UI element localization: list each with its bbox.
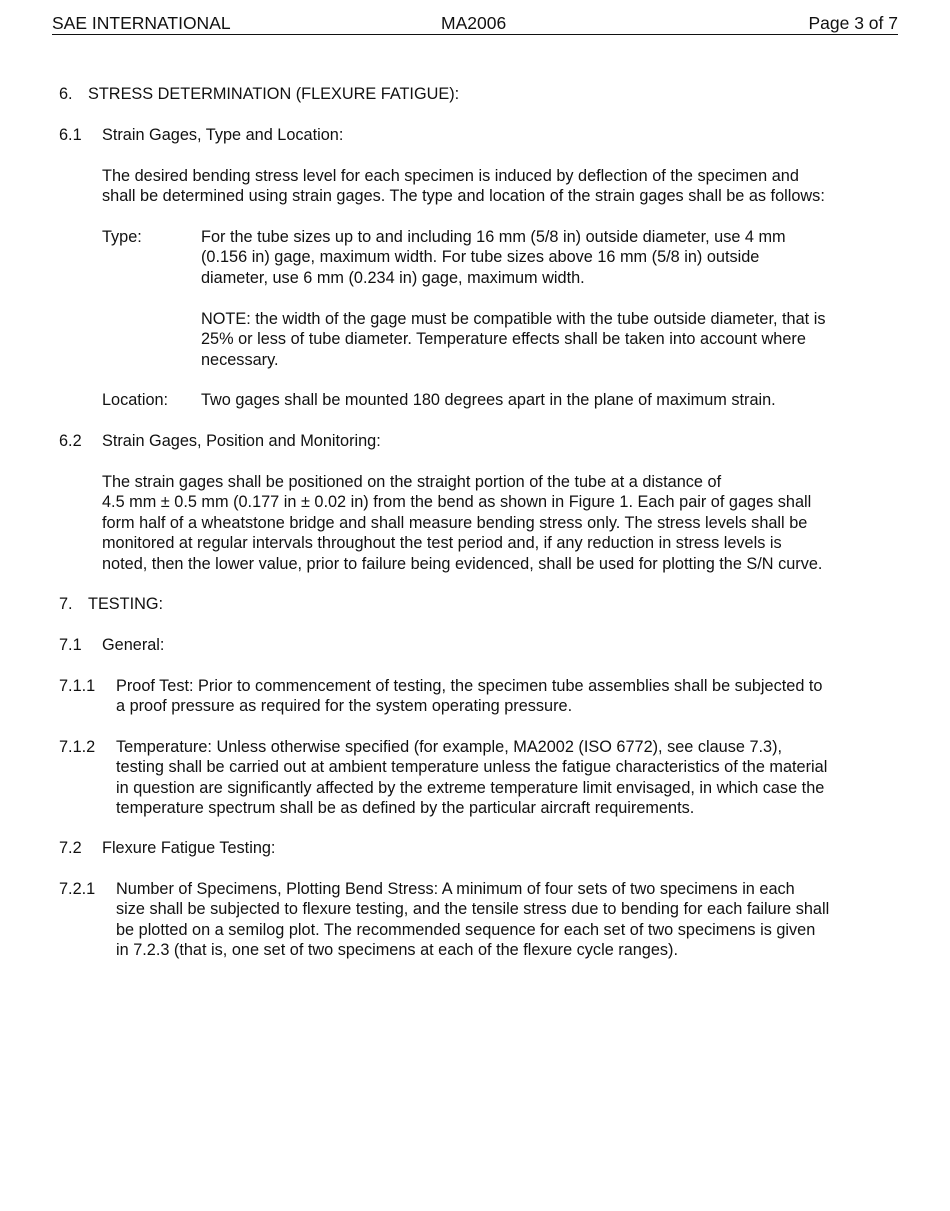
text-line: The strain gages shall be positioned on the straight portion of the tube at a distance of: [102, 473, 722, 491]
section-title: STRESS DETERMINATION (FLEXURE FATIGUE):: [88, 85, 460, 103]
header-organization: SAE INTERNATIONAL: [52, 13, 231, 33]
section-number: 7.2: [59, 839, 82, 857]
text-line: 25% or less of tube diameter. Temperature effects shall be taken into account where: [201, 330, 806, 349]
text-line: form half of a wheatstone bridge and shall measure bending stress only. The stress levels shall be: [102, 513, 808, 532]
text-line: Two gages shall be mounted 180 degrees apart in the plane of maximum strain.: [201, 391, 776, 409]
header-page-indicator: Page 3 of 7: [808, 13, 898, 33]
type-description: [201, 227, 869, 288]
section-6-1-body: [102, 166, 872, 207]
text-line: testing shall be carried out at ambient temperature unless the fatigue characteristics of the material: [116, 758, 828, 777]
text-line: Temperature: Unless otherwise specified (for example, MA2002 (ISO 6772), see clause 7.3),: [116, 738, 783, 756]
section-7-2-1-body: [116, 879, 886, 961]
page-header: [52, 13, 898, 35]
text-line: shall be determined using strain gages. The type and location of the strain gages shall be as follows:: [102, 187, 825, 206]
text-line: Number of Specimens, Plotting Bend Stress: A minimum of four sets of two specimens in each: [116, 880, 795, 898]
section-7-1-1-number: 7.1.1: [59, 677, 96, 695]
header-document-number: MA2006: [441, 13, 507, 33]
text-line: NOTE: the width of the gage must be compatible with the tube outside diameter, that is: [201, 310, 826, 328]
text-line: monitored at regular intervals throughout the test period and, if any reduction in stress levels is: [102, 534, 782, 553]
text-line: temperature spectrum shall be as defined by the particular aircraft requirements.: [116, 799, 695, 818]
section-7-1-1-body: [116, 676, 886, 717]
text-line: The desired bending stress level for each specimen is induced by deflection of the specimen and: [102, 167, 799, 185]
section-title: Strain Gages, Position and Monitoring:: [102, 432, 381, 450]
section-title: General:: [102, 636, 165, 654]
section-number: 6.1: [59, 126, 82, 144]
section-7-2-1-number: 7.2.1: [59, 880, 96, 898]
text-line: Proof Test: Prior to commencement of testing, the specimen tube assemblies shall be subjected to: [116, 677, 823, 695]
text-line: a proof pressure as required for the system operating pressure.: [116, 697, 573, 716]
section-number: 6.: [59, 85, 73, 103]
section-number: 7.: [59, 595, 73, 613]
section-title: Flexure Fatigue Testing:: [102, 839, 276, 857]
text-line: noted, then the lower value, prior to failure being evidenced, shall be used for plotting the S/N curve.: [102, 554, 823, 573]
section-6-2-body: [102, 472, 872, 574]
type-label: Type:: [102, 228, 142, 246]
section-title: Strain Gages, Type and Location:: [102, 126, 344, 144]
text-line: necessary.: [201, 350, 279, 369]
section-number: 7.1: [59, 636, 82, 654]
section-7-1-2-number: 7.1.2: [59, 738, 96, 756]
section-number: 6.2: [59, 432, 82, 450]
text-line: (0.156 in) gage, maximum width. For tube sizes above 16 mm (5/8 in) outside: [201, 248, 760, 267]
text-line: size shall be subjected to flexure testing, and the tensile stress due to bending for each failure shall: [116, 900, 830, 919]
text-line: in question are significantly affected by the extreme temperature limit envisaged, in which case the: [116, 778, 825, 797]
section-7-1-2-body: [116, 737, 886, 819]
text-line: be plotted on a semilog plot. The recommended sequence for each set of two specimens is given: [116, 920, 816, 939]
text-line: For the tube sizes up to and including 16 mm (5/8 in) outside diameter, use 4 mm: [201, 228, 786, 246]
type-note: [201, 309, 869, 370]
text-line: diameter, use 6 mm (0.234 in) gage, maximum width.: [201, 268, 585, 287]
section-title: TESTING:: [88, 595, 164, 613]
location-description: [201, 390, 869, 410]
location-label: Location:: [102, 391, 169, 409]
text-line: 4.5 mm ± 0.5 mm (0.177 in ± 0.02 in) from the bend as shown in Figure 1. Each pair of gages shall: [102, 493, 812, 512]
text-line: in 7.2.3 (that is, one set of two specimens at each of the flexure cycle ranges).: [116, 941, 678, 960]
